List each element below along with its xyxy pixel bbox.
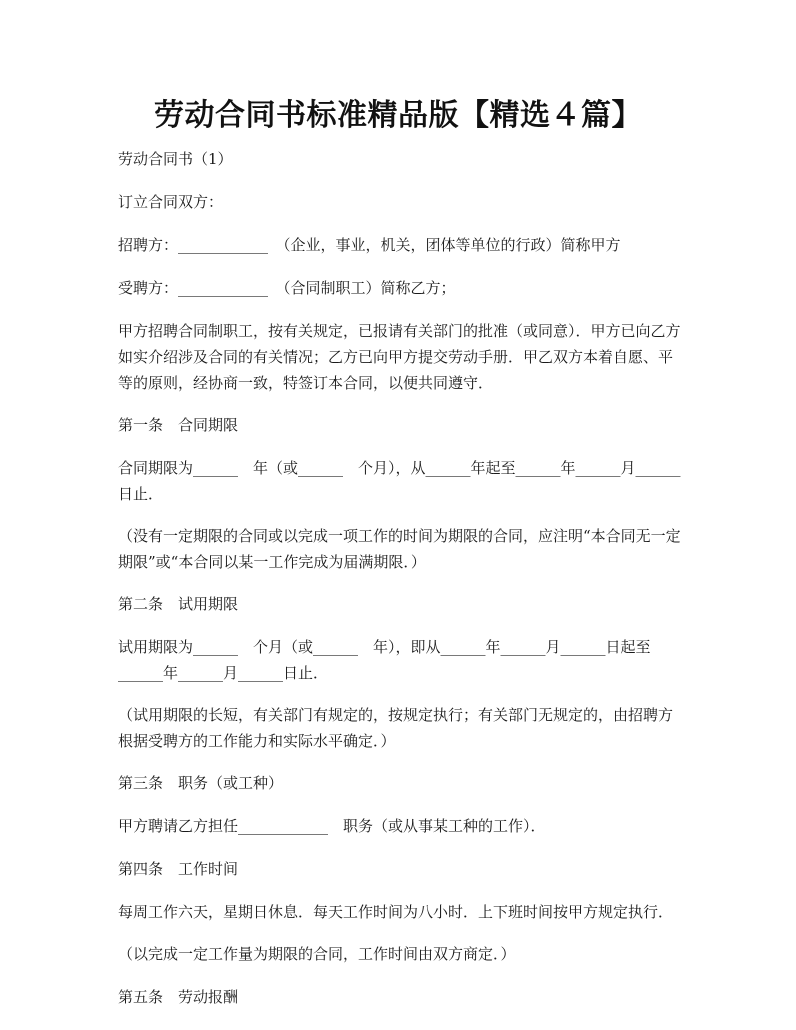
article-5-title: 第五条 劳动报酬 [118, 988, 239, 1006]
paragraph-employer: 招聘方：____________ （企业，事业，机关，团体等单位的行政）简称甲方 [118, 236, 621, 254]
article-4-note: （以完成一定工作量为期限的合同，工作时间由双方商定．） [118, 945, 516, 963]
paragraph-heading: 劳动合同书（1） [118, 150, 233, 168]
article-3-title: 第三条 职务（或工种） [118, 774, 284, 792]
article-1-note: （没有一定期限的合同或以完成一项工作的时间为期限的合同，应注明“本合同无一定期限”或“本合同以某一工作完成为届满期限．） [118, 527, 681, 571]
article-3-body: 甲方聘请乙方担任____________ 职务（或从事某工种的工作）． [118, 817, 546, 835]
article-2-title: 第二条 试用期限 [118, 595, 239, 613]
article-2-body: 试用期限为______ 个月（或______ 年），即从______年______月______日起至______年______月______日止． [118, 638, 651, 682]
article-2-note: （试用期限的长短，有关部门有规定的，按规定执行；有关部门无规定的，由招聘方根据受聘方的工作能力和实际水平确定．） [118, 706, 674, 750]
article-1-body: 合同期限为______ 年（或______ 个月），从______年起至______年______月______日止． [118, 459, 681, 503]
article-1-title: 第一条 合同期限 [118, 416, 239, 434]
paragraph-employee: 受聘方：____________ （合同制职工）简称乙方； [118, 279, 456, 297]
article-4-title: 第四条 工作时间 [118, 860, 239, 878]
document-title: 劳动合同书标准精品版【精选４篇】 [154, 98, 642, 133]
article-4-body: 每周工作六天，星期日休息．每天工作时间为八小时．上下班时间按甲方规定执行． [118, 903, 674, 921]
paragraph-preamble: 甲方招聘合同制职工，按有关规定，已报请有关部门的批准（或同意）．甲方已向乙方如实介绍涉及合同的有关情况；乙方已向甲方提交劳动手册．甲乙双方本着自愿、平等的原则，经协商一致，特签订本合同，以便共同遵守． [118, 322, 681, 392]
document-body [118, 146, 683, 1027]
paragraph-parties: 订立合同双方： [118, 193, 224, 211]
